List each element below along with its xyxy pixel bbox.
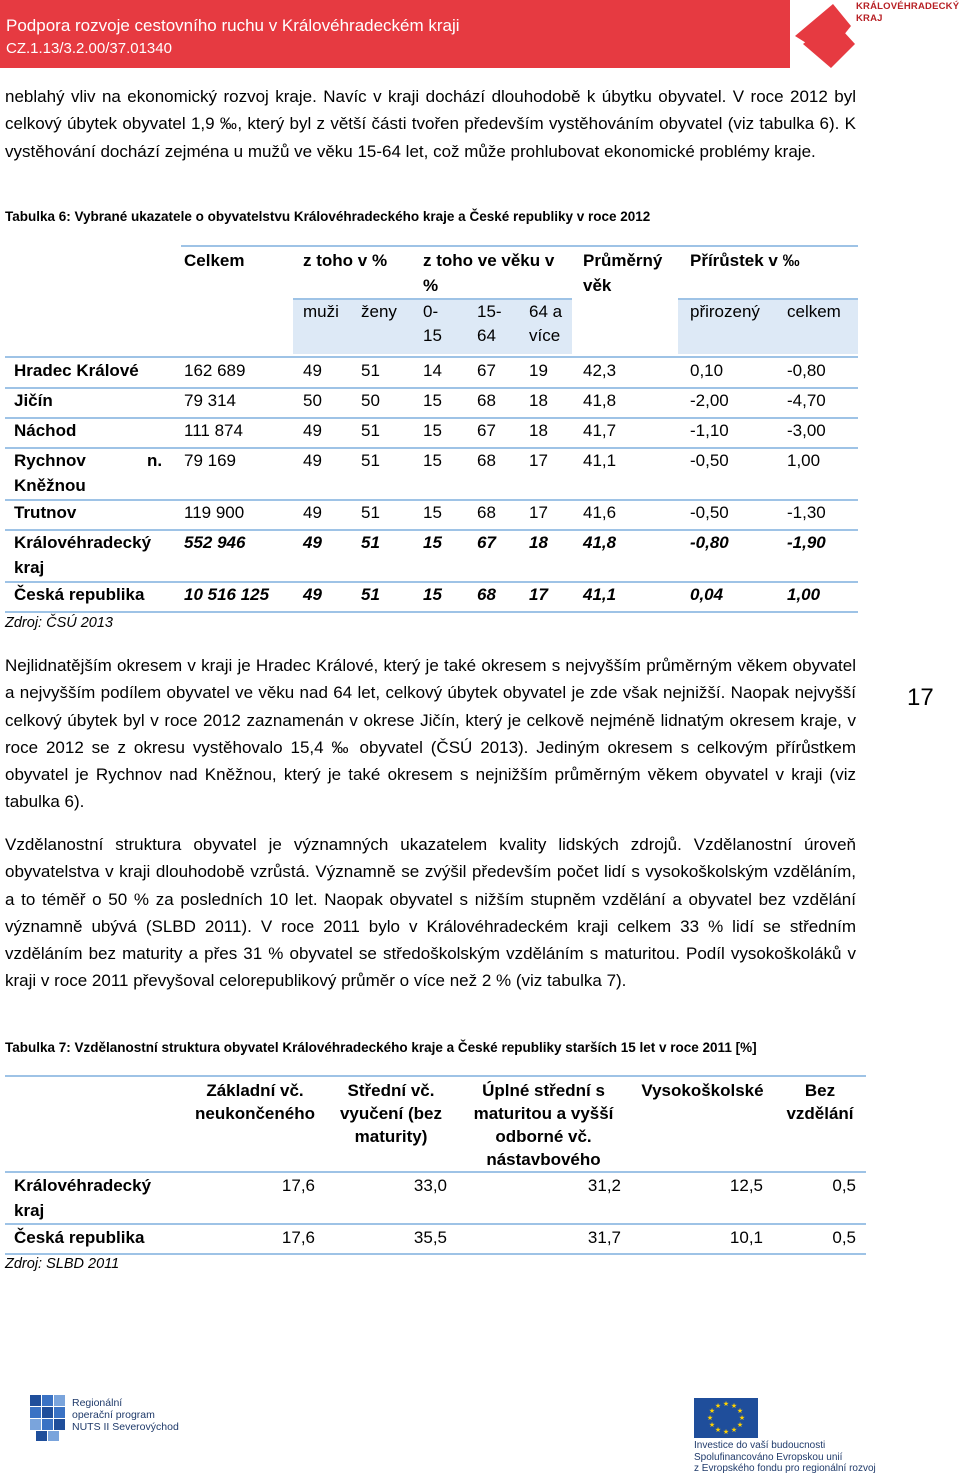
- row7-v3: 31,2: [587, 1176, 621, 1195]
- row-name: Náchod: [14, 421, 77, 440]
- th-ztoho-pct: z toho v %: [303, 251, 388, 270]
- row-prirozeny: -0,50: [690, 451, 729, 470]
- row-celkem2: -1,30: [787, 503, 826, 522]
- row-a2: 67: [477, 421, 496, 440]
- table6-source: Zdroj: ČSÚ 2013: [5, 615, 113, 631]
- row7-name: Česká republika: [14, 1228, 145, 1247]
- svg-text:★: ★: [730, 1402, 738, 1410]
- svg-text:★: ★: [730, 1426, 738, 1434]
- row-celkem: 552 946: [184, 533, 246, 552]
- table7-bottom-rule: [5, 1253, 866, 1255]
- row-name: Trutnov: [14, 503, 77, 522]
- row-a1: 15: [423, 391, 442, 410]
- row-prirozeny: -0,80: [690, 533, 729, 552]
- th7-c3-d: nástavbového: [486, 1150, 601, 1169]
- row-prirozeny: 0,04: [690, 585, 724, 604]
- th7-c3: Úplné střední s: [482, 1081, 605, 1100]
- svg-text:★: ★: [722, 1428, 730, 1436]
- row-prirozeny: 0,10: [690, 361, 724, 380]
- rop-text-2: operační program: [72, 1409, 155, 1421]
- svg-text:★: ★: [738, 1414, 746, 1422]
- paragraph-intro: neblahý vliv na ekonomický rozvoj kraje. Navíc v kraji dochází dlouhodobě k úbytku obyvatel. V roce 2012 byl celkový úbytek obyvatel 1,9 ‰, který byl z větší části tvořen především vystěhováním obyvatel (viz tabulka 6). K vystěhování dochází zejména u mužů ve věku 15-64 let, což může prohlubovat ekonomické problémy kraje.: [5, 87, 856, 161]
- row-a3: 18: [529, 391, 548, 410]
- kraj-logo-text: [856, 1, 959, 25]
- row-zeny: 51: [361, 361, 380, 380]
- row-name: Jičín: [14, 391, 53, 410]
- row7-v4: 12,5: [729, 1176, 763, 1195]
- row-celkem: 79 169: [184, 451, 236, 470]
- svg-text:★: ★: [708, 1407, 716, 1415]
- th-prumerny-2: věk: [583, 276, 612, 295]
- rop-text-1: Regionální: [72, 1397, 123, 1409]
- row-vek: 42,3: [583, 361, 617, 380]
- th-age1: 0-: [423, 302, 439, 321]
- row-vek: 41,6: [583, 503, 617, 522]
- eu-flag-icon: [694, 1398, 758, 1438]
- th-prumerny: Průměrný: [583, 251, 663, 270]
- row-name: Hradec Králové: [14, 361, 139, 380]
- row-muzi: 49: [303, 585, 322, 604]
- row-a2: 68: [477, 391, 496, 410]
- row-vek: 41,7: [583, 421, 617, 440]
- row-celkem: 162 689: [184, 361, 246, 380]
- row-muzi: 49: [303, 421, 322, 440]
- row7-v3: 31,7: [587, 1228, 621, 1247]
- row-a3: 17: [529, 585, 548, 604]
- row-a1: 15: [423, 421, 442, 440]
- eu-text-1: Investice do vaší budoucnosti: [694, 1440, 826, 1451]
- row-celkem2: -0,80: [787, 361, 826, 380]
- th7-c2-b: vyučení (bez: [339, 1104, 443, 1123]
- header-code: CZ.1.13/3.2.00/37.01340: [6, 40, 172, 57]
- row-muzi: 49: [303, 361, 322, 380]
- row-zeny: 51: [361, 585, 380, 604]
- row7-v5: 0,5: [832, 1176, 856, 1195]
- row-celkem2: -4,70: [787, 391, 826, 410]
- th7-c5: Bez: [804, 1081, 836, 1100]
- row-a1: 15: [423, 451, 442, 470]
- page-number: 17: [907, 684, 934, 711]
- row7-v2: 33,0: [413, 1176, 447, 1195]
- th-muzi: muži: [303, 302, 339, 321]
- table6-caption: Tabulka 6: Vybrané ukazatele o obyvatelstvu Královéhradeckého kraje a České republiky v roce 2012: [5, 209, 651, 224]
- row-zeny: 51: [361, 451, 380, 470]
- row-name: Královéhradecký: [14, 533, 152, 552]
- row-a2: 67: [477, 533, 496, 552]
- svg-text:★: ★: [714, 1402, 722, 1410]
- row-celkem: 111 874: [184, 421, 243, 440]
- th7-c2-c: maturity): [354, 1127, 428, 1146]
- row-a1: 15: [423, 585, 442, 604]
- row-a2: 68: [477, 585, 496, 604]
- th7-c4: Vysokoškolské: [641, 1081, 764, 1100]
- row-zeny: 50: [361, 391, 380, 410]
- svg-text:★: ★: [706, 1414, 714, 1422]
- row7-name: Královéhradecký: [14, 1176, 152, 1195]
- th7-c3-c: odborné vč.: [495, 1127, 592, 1146]
- table6-bottom-rule: [5, 611, 858, 613]
- th-prirustek: Přírůstek v ‰: [690, 251, 800, 270]
- kraj-logo-line1: KRÁLOVÉHRADECKÝ: [856, 1, 960, 12]
- eu-text-3: z Evropského fondu pro regionální rozvoj: [694, 1463, 876, 1474]
- row-a3: 18: [529, 421, 548, 440]
- header-title: Podpora rozvoje cestovního ruchu v Královéhradeckém kraji: [6, 16, 460, 35]
- eu-text-2: Spolufinancováno Evropskou unií: [694, 1451, 843, 1463]
- row-muzi: 49: [303, 451, 322, 470]
- row-muzi: 49: [303, 503, 322, 522]
- row-prirozeny: -0,50: [690, 503, 729, 522]
- row-zeny: 51: [361, 421, 380, 440]
- row-celkem: 119 900: [184, 503, 245, 522]
- table6: [5, 245, 858, 613]
- svg-text:★: ★: [736, 1407, 744, 1415]
- table7-header-rule: [5, 1171, 866, 1173]
- th7-c1-b: neukončeného: [195, 1104, 315, 1123]
- row7-v4: 10,1: [729, 1228, 763, 1247]
- kraj-logo-line2: KRAJ: [856, 13, 883, 24]
- row-a2: 67: [477, 361, 496, 380]
- row-celkem2: 1,00: [787, 451, 821, 470]
- paragraph-districts: Nejlidnatějším okresem v kraji je Hradec Králové, který je také okresem s nejvyšším průměrným věkem obyvatel a nejvyšším podílem obyvatel ve věku nad 64 let, celkový úbytek obyvatel je zde však nejnižší. Naopak nejvyšší celkový úbytek byl v roce 2012 zaznamenán v okrese Jičín, který je celkově nejméně lidnatým okresem kraje, v roce 2012 se z okresu vystěhovalo 15,4 ‰ obyvatel (ČSÚ 2013). Jediným okresem s celkovým přírůstkem obyvatel je Rychnov nad Kněžnou, který je také okresem s nejnižším průměrným věkem obyvatel v kraji (viz tabulka 6).: [5, 656, 856, 812]
- table7-top-rule: [5, 1075, 866, 1077]
- th-age1-b: 15: [423, 326, 442, 345]
- row-name-2: Kněžnou: [14, 476, 86, 495]
- row-a3: 19: [529, 361, 548, 380]
- row-vek: 41,8: [583, 533, 617, 552]
- rop-text-3: NUTS II Severovýchod: [72, 1421, 179, 1433]
- row-celkem2: -3,00: [787, 421, 826, 440]
- row-vek: 41,1: [583, 585, 617, 604]
- row-prirozeny: -1,10: [690, 421, 729, 440]
- table7-row-rule: [5, 1223, 866, 1225]
- row-name: Česká republika: [14, 585, 145, 604]
- row-name-2: kraj: [14, 558, 45, 577]
- th-ztoho-veku: z toho ve věku v: [423, 251, 555, 270]
- row-a2: 68: [477, 503, 496, 522]
- svg-text:★: ★: [708, 1421, 716, 1429]
- row-celkem2: -1,90: [787, 533, 826, 552]
- svg-text:★: ★: [736, 1421, 744, 1429]
- kraj-logo-icon: [793, 0, 863, 70]
- row-name: Rychnov: [14, 451, 86, 470]
- row-a3: 18: [529, 533, 548, 552]
- row-celkem: 10 516 125: [184, 585, 270, 604]
- row7-v2: 35,5: [413, 1228, 447, 1247]
- svg-text:★: ★: [722, 1400, 730, 1408]
- th-zeny: ženy: [361, 302, 397, 321]
- row-muzi: 49: [303, 533, 322, 552]
- th7-c5-b: vzdělání: [786, 1104, 854, 1123]
- th-age2-b: 64: [477, 326, 496, 345]
- paragraph-education: Vzdělanostní struktura obyvatel je významných ukazatelem kvality lidských zdrojů. Vzdělanostní úroveň obyvatelstva v kraji dlouhodobě vzrůstá. Významně se zvýšil především počet lidí s vysokoškolským vzděláním, a to téměř o 50 % za posledních 10 let. Naopak obyvatel s nižším stupněm vzdělání a obyvatel bez vzdělání významně ubývá (SLBD 2011). V roce 2011 bylo v Královéhradeckém kraji celkem 33 % lidí se středním vzděláním bez maturity a přes 31 % obyvatel se středoškolským vzděláním s maturitou. Podíl vysokoškoláků v kraji v roce 2011 převyšoval celorepublikový průměr o více než 2 % (viz tabulka 7).: [5, 835, 856, 991]
- row7-name-2: kraj: [14, 1201, 45, 1220]
- th-celkem: Celkem: [184, 251, 245, 270]
- table6-top-rule: [181, 245, 858, 247]
- rop-logo-text: [72, 1397, 179, 1433]
- row-zeny: 51: [361, 503, 380, 522]
- row-a3: 17: [529, 451, 548, 470]
- row-prirozeny: -2,00: [690, 391, 729, 410]
- eu-logo-text: [694, 1440, 876, 1475]
- table7-source: Zdroj: SLBD 2011: [5, 1256, 120, 1272]
- th-celkem2: celkem: [787, 302, 841, 321]
- row-vek: 41,8: [583, 391, 617, 410]
- row-celkem2: 1,00: [787, 585, 821, 604]
- row7-v1: 17,6: [281, 1228, 315, 1247]
- row-name-suffix: n.: [147, 451, 163, 470]
- table6-header-rule: [5, 356, 858, 358]
- th-age3-b: více: [529, 326, 561, 345]
- th-prirozeny: přirozený: [690, 302, 760, 321]
- row-a1: 15: [423, 503, 442, 522]
- svg-text:★: ★: [714, 1426, 722, 1434]
- table7-caption: Tabulka 7: Vzdělanostní struktura obyvatel Královéhradeckého kraje a České republiky starších 15 let v roce 2011 [%]: [5, 1040, 757, 1055]
- row-a1: 14: [423, 361, 442, 380]
- th7-c3-b: maturitou a vyšší: [473, 1104, 614, 1123]
- row-a3: 17: [529, 503, 548, 522]
- row7-v5: 0,5: [832, 1228, 856, 1247]
- row-celkem: 79 314: [184, 391, 236, 410]
- row-vek: 41,1: [583, 451, 617, 470]
- row-zeny: 51: [361, 533, 380, 552]
- row7-v1: 17,6: [281, 1176, 315, 1195]
- th-age2: 15-: [477, 302, 502, 321]
- th-age3: 64 a: [529, 302, 563, 321]
- row-a2: 68: [477, 451, 496, 470]
- th7-c1: Základní vč.: [206, 1081, 304, 1100]
- row-muzi: 50: [303, 391, 322, 410]
- row-a1: 15: [423, 533, 442, 552]
- th-ztoho-veku-2: %: [423, 276, 439, 295]
- table7: [5, 1075, 866, 1255]
- th7-c2: Střední vč.: [347, 1081, 435, 1100]
